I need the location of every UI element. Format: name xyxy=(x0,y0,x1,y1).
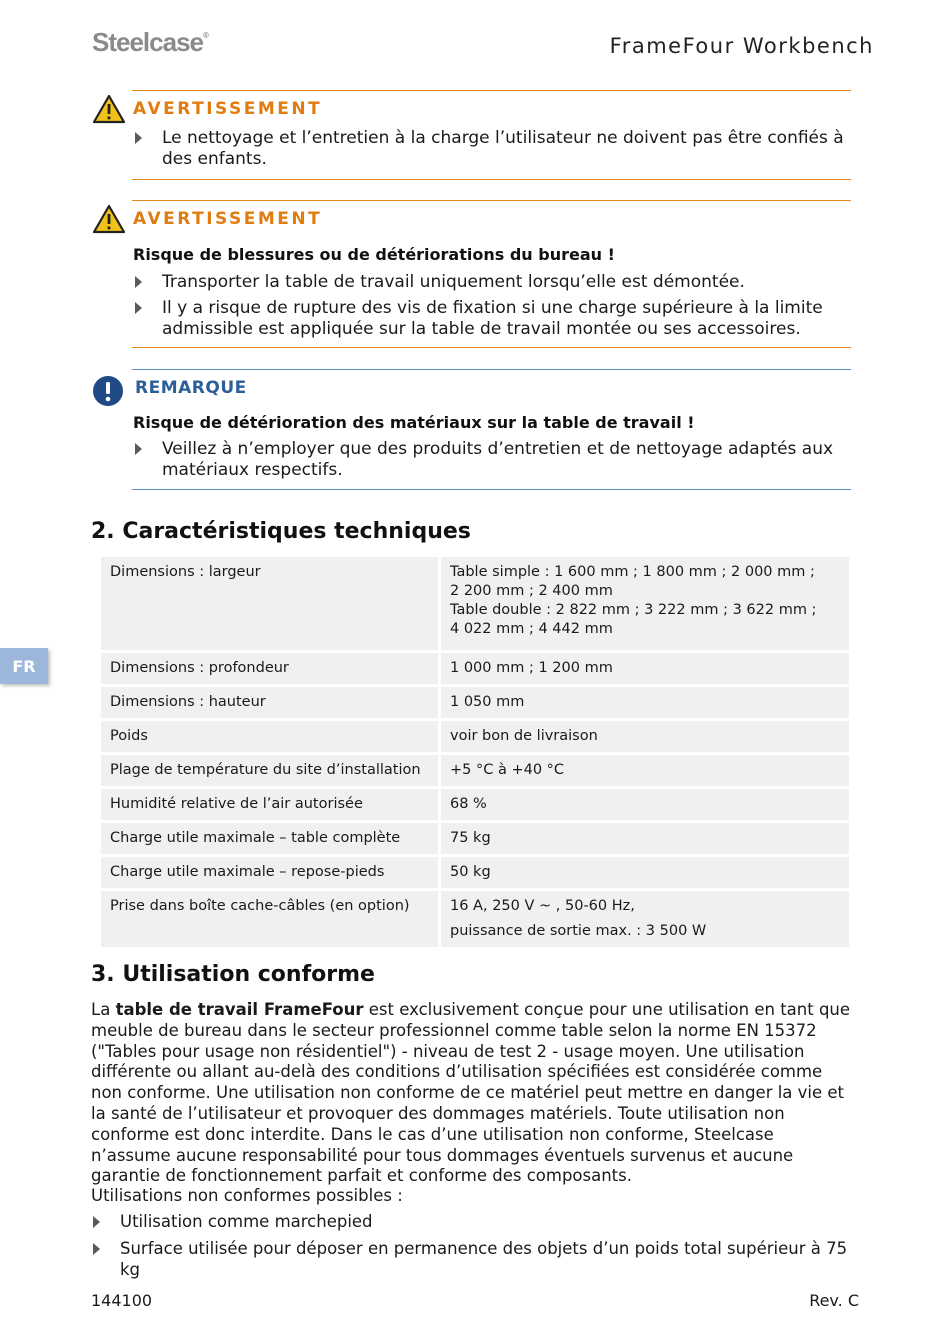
bullet-item xyxy=(133,272,851,293)
table-row xyxy=(101,789,849,820)
table-row xyxy=(101,557,849,650)
spec-label: Dimensions : hauteur xyxy=(101,687,438,718)
spec-value xyxy=(441,789,849,820)
notice-subheading: Risque de blessures ou de détériorations du bureau ! xyxy=(133,245,615,264)
table-row xyxy=(101,721,849,752)
bullet-text: Il y a risque de rupture des vis de fixation si une charge supérieure à la limite admissible est appliquée sur la table de travail montée ou ses accessoires. xyxy=(162,298,823,339)
spec-value xyxy=(441,857,849,888)
spec-value-line: 4 022 mm ; 4 442 mm xyxy=(450,621,613,637)
bullet-text: Surface utilisée pour déposer en permanence des objets d’un poids total supérieur à 75 kg xyxy=(120,1239,848,1279)
spec-label: Humidité relative de l’air autorisée xyxy=(101,789,438,820)
revision-label: Rev. C xyxy=(809,1291,859,1310)
notice-bottom-rule xyxy=(132,489,851,490)
misuse-list-intro: Utilisations non conformes possibles : xyxy=(91,1186,403,1205)
spec-value-line: puissance de sortie max. : 3 500 W xyxy=(450,923,707,939)
spec-value-line: 2 200 mm ; 2 400 mm xyxy=(450,583,613,599)
bullet-arrow-icon xyxy=(135,302,142,314)
bullet-arrow-icon xyxy=(135,276,142,288)
table-row xyxy=(101,891,849,947)
note-notice xyxy=(92,369,851,493)
bullet-text: Veillez à n’employer que des produits d’entretien et de nettoyage adaptés aux matériaux respectifs. xyxy=(162,439,834,480)
spec-value-line: 1 000 mm ; 1 200 mm xyxy=(450,660,613,676)
notice-subheading: Risque de détérioration des matériaux sur la table de travail ! xyxy=(133,413,695,432)
spec-label: Prise dans boîte cache-câbles (en option) xyxy=(101,891,438,947)
document-title: FrameFour Workbench xyxy=(609,34,874,58)
bullet-text: Transporter la table de travail uniquement lorsqu’elle est démontée. xyxy=(162,272,745,292)
bullet-item xyxy=(133,298,851,339)
bullet-item xyxy=(91,1239,851,1280)
logo-registered-mark: ® xyxy=(202,31,209,40)
document-number: 144100 xyxy=(91,1291,153,1310)
paragraph-bold-text: table de travail FrameFour xyxy=(115,1000,364,1019)
spec-label: Charge utile maximale – table complète xyxy=(101,823,438,854)
spec-label: Dimensions : largeur xyxy=(101,557,438,650)
spec-value-line: +5 °C à +40 °C xyxy=(450,762,565,778)
spec-label: Charge utile maximale – repose-pieds xyxy=(101,857,438,888)
spec-label: Dimensions : profondeur xyxy=(101,653,438,684)
table-row xyxy=(101,823,849,854)
spec-value-line: 1 050 mm xyxy=(450,694,525,710)
bullet-text: Utilisation comme marchepied xyxy=(120,1212,373,1231)
notice-top-rule xyxy=(132,200,851,201)
bullet-text: Le nettoyage et l’entretien à la charge l’utilisateur ne doivent pas être confiés à des enfants. xyxy=(162,128,844,169)
warning-notice-2 xyxy=(92,200,851,352)
spec-value xyxy=(441,557,849,650)
bullet-arrow-icon xyxy=(93,1243,100,1255)
bullet-arrow-icon xyxy=(135,132,142,144)
logo-text: Steelcase xyxy=(92,27,203,57)
language-tab-fr: FR xyxy=(0,648,48,684)
steelcase-logo xyxy=(92,27,209,58)
notice-heading: AVERTISSEMENT xyxy=(133,209,323,229)
section-title-specs: 2. Caractéristiques techniques xyxy=(91,519,471,544)
specs-table xyxy=(98,554,852,950)
table-row xyxy=(101,687,849,718)
spec-label: Plage de température du site d’installation xyxy=(101,755,438,786)
exclamation-circle-icon xyxy=(92,375,124,407)
usage-paragraph xyxy=(91,1000,851,1187)
notice-bottom-rule xyxy=(132,179,851,180)
spec-value xyxy=(441,687,849,718)
spec-value-line: 75 kg xyxy=(450,830,491,846)
bullet-item xyxy=(133,128,851,169)
spec-value-line: Table double : 2 822 mm ; 3 222 mm ; 3 622 mm ; xyxy=(450,602,817,618)
bullet-arrow-icon xyxy=(93,1216,100,1228)
notice-top-rule xyxy=(132,90,851,91)
spec-value-line: 68 % xyxy=(450,796,487,812)
spec-value-line: 50 kg xyxy=(450,864,491,880)
spec-value-line: Table simple : 1 600 mm ; 1 800 mm ; 2 000 mm ; xyxy=(450,564,815,580)
warning-triangle-icon xyxy=(92,94,126,124)
warning-triangle-icon xyxy=(92,204,126,234)
section-title-usage: 3. Utilisation conforme xyxy=(91,962,375,987)
bullet-item xyxy=(91,1212,851,1233)
notice-heading: AVERTISSEMENT xyxy=(133,99,323,119)
table-row xyxy=(101,653,849,684)
paragraph-text: est exclusivement conçue pour une utilisation en tant que meuble de bureau dans le secteur professionnel comme table selon la norme EN 15372 ("Tables pour usage non résidentiel") - niveau de test 2 - usage moyen. Une utilisation différente ou allant au-delà des conditions d’utilisation spécifiées est considérée comme non conforme. Une utilisation non conforme de ce matériel peut mettre en danger la vie et la santé de l’utilisateur et provoquer des dommages matériels. Toute utilisation non conforme est donc interdite. Dans le cas d’une utilisation non conforme, Steelcase n’assume aucune responsabilité pour tous dommages éventuels survenus et aucune garantie de fonctionnement parfait et conforme des composants. xyxy=(91,1000,851,1186)
spec-value xyxy=(441,823,849,854)
spec-value xyxy=(441,721,849,752)
spec-value xyxy=(441,891,849,947)
spec-value-line: 16 A, 250 V ~ , 50-60 Hz, xyxy=(450,898,635,914)
paragraph-text: La xyxy=(91,1000,116,1019)
table-row xyxy=(101,857,849,888)
notice-heading: REMARQUE xyxy=(135,378,247,398)
spec-value xyxy=(441,653,849,684)
notice-top-rule xyxy=(132,369,851,370)
spec-value-line: voir bon de livraison xyxy=(450,728,598,744)
table-row xyxy=(101,755,849,786)
spec-label: Poids xyxy=(101,721,438,752)
spec-value xyxy=(441,755,849,786)
warning-notice-1 xyxy=(92,90,851,182)
bullet-arrow-icon xyxy=(135,443,142,455)
bullet-item xyxy=(133,439,851,480)
notice-bottom-rule xyxy=(132,347,851,348)
